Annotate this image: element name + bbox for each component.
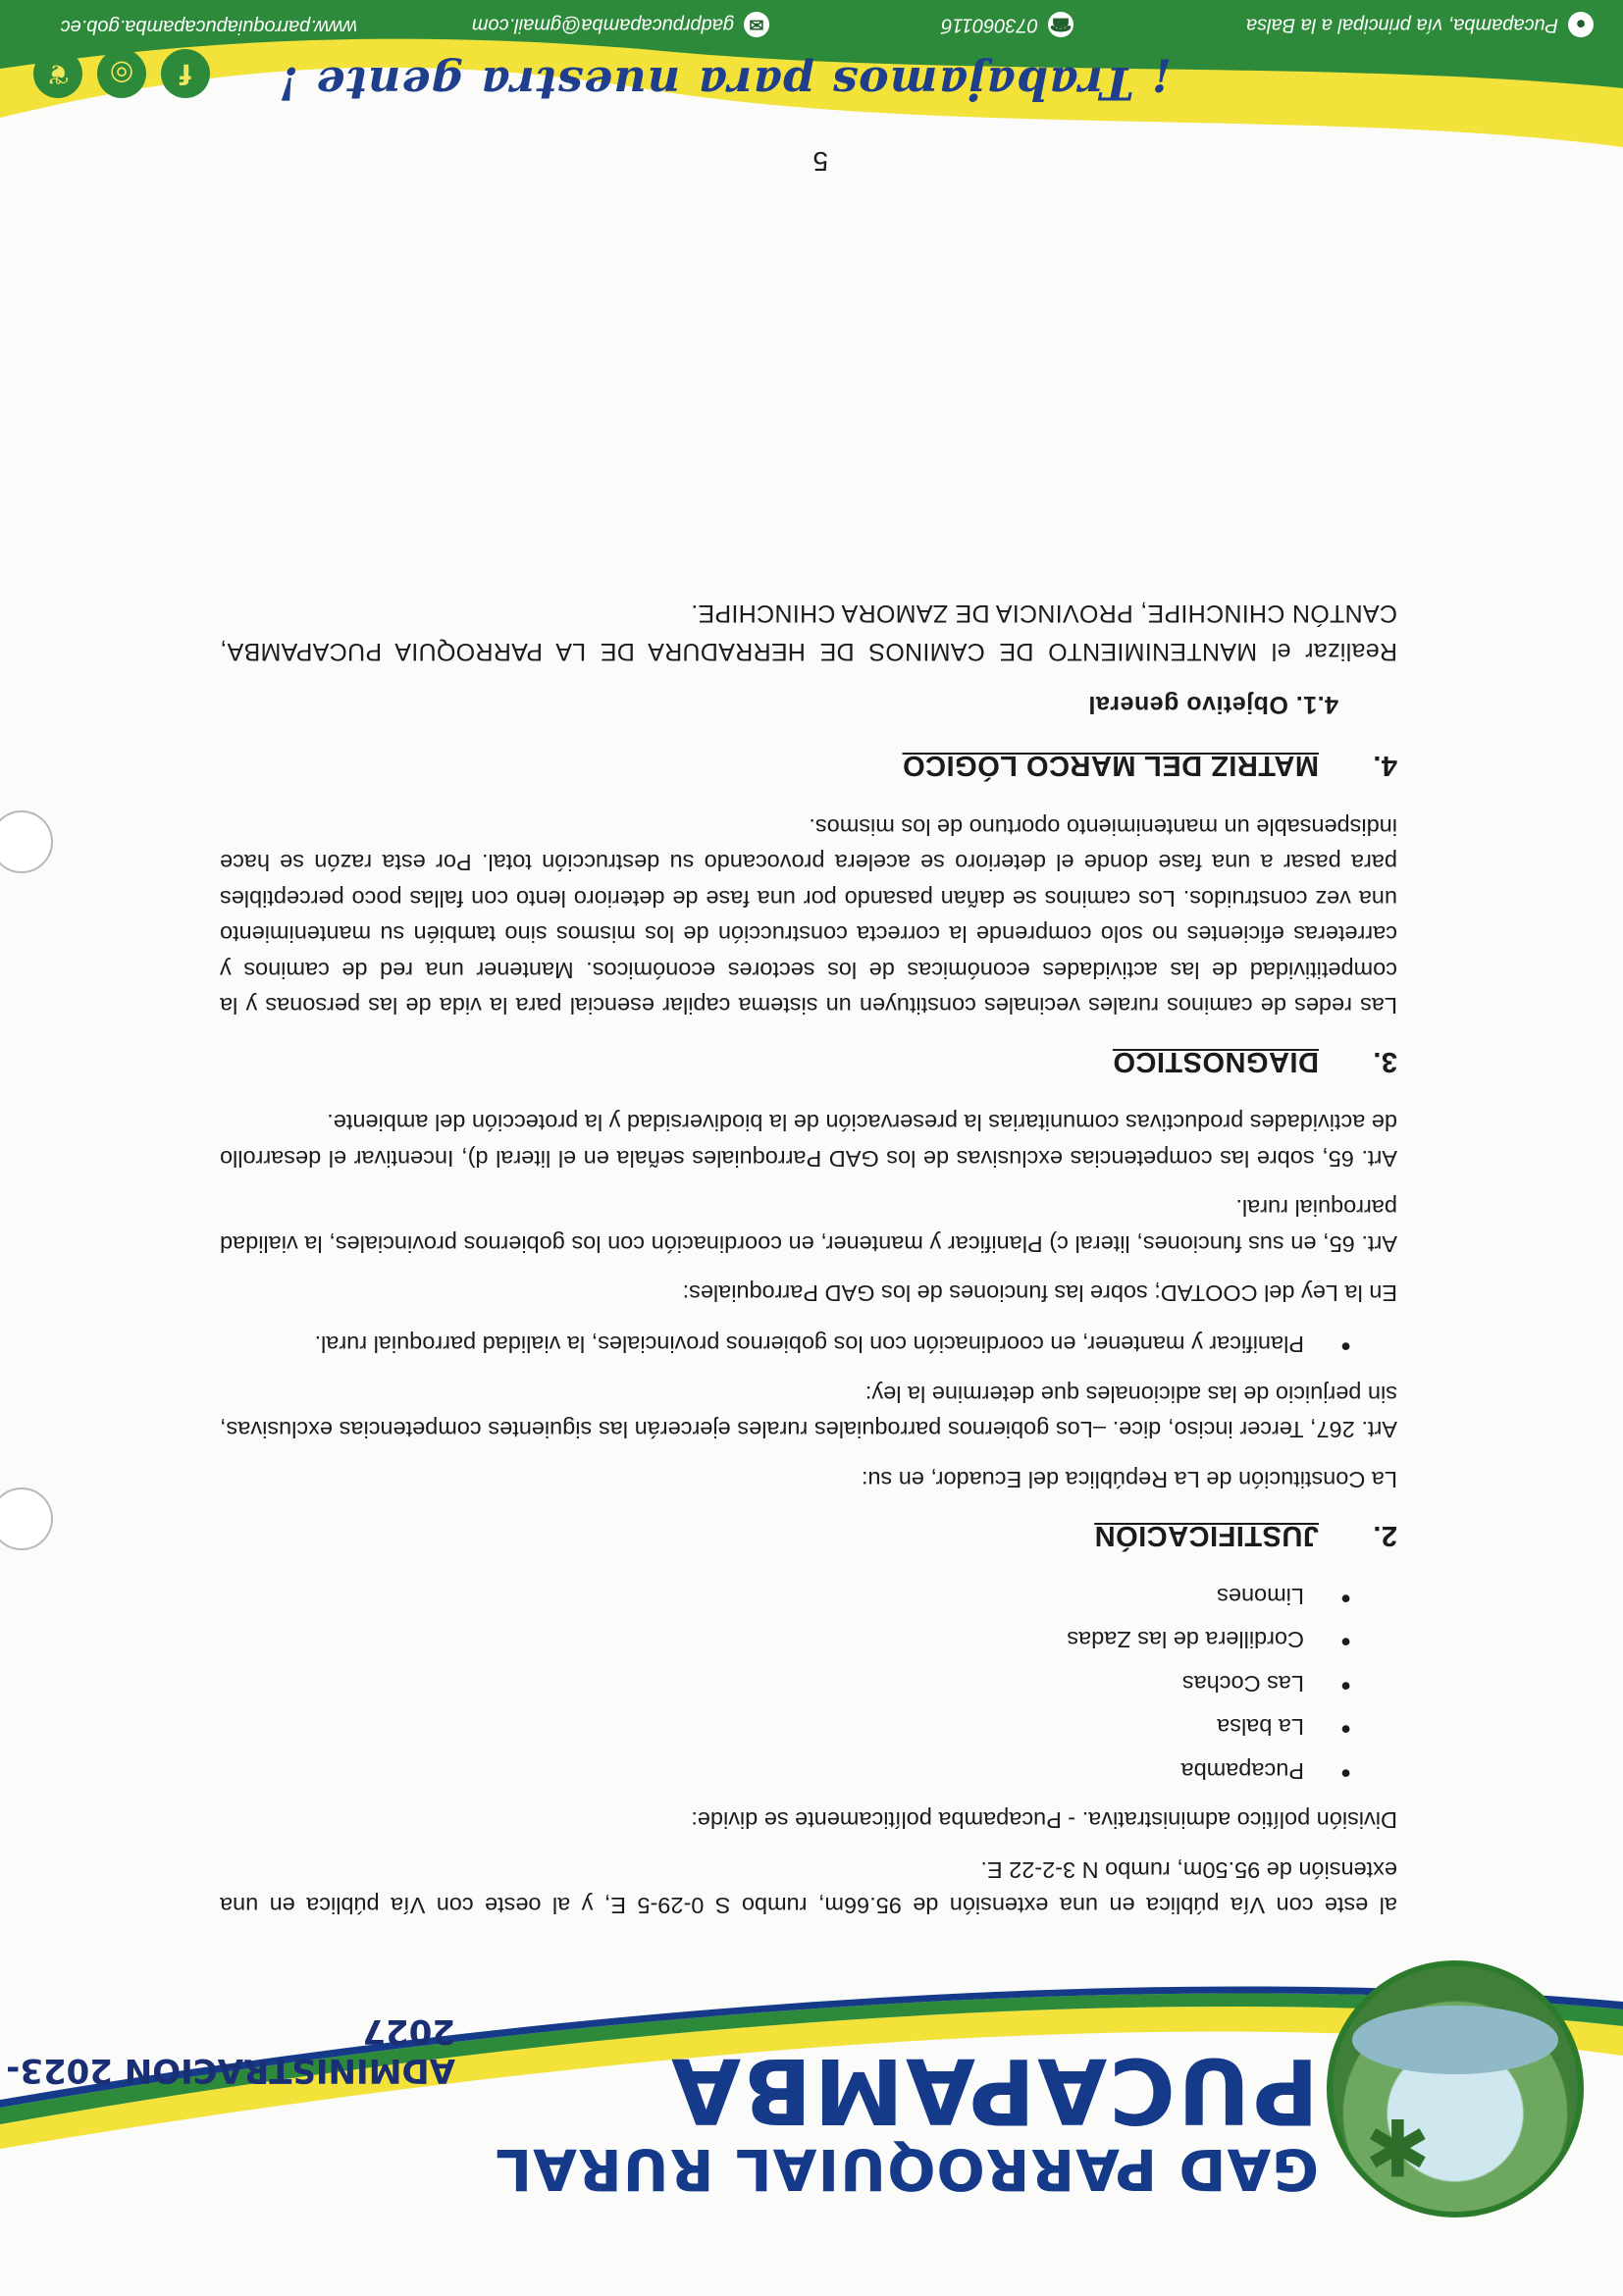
competence-list (220, 1327, 1397, 1362)
org-name-line2: PUCAPAMBA (669, 2038, 1319, 2143)
palm-tree-icon: ✱ (1364, 2101, 1431, 2192)
list-item: ● Planificar y mantener, en coordinación con los gobiernos provinciales, la vialidad parroquial rural. (220, 1327, 1304, 1362)
org-name-line1: GAD PARROQUIAL RURAL (495, 2136, 1319, 2203)
list-item: ● Pucapamba (220, 1752, 1304, 1788)
paragraph: Art. 65, sobre las competencias exclusivas de los GAD Parroquiales señala en el literal d), Incentivar el desarrollo de actividades productivas comunitarias la preservación de la biodiversidad y la protección del ambiente. (220, 1110, 1397, 1172)
organization-name (495, 2038, 1319, 2203)
slogan: ¡ Trabajamos para nuestra gente ! (278, 57, 1172, 110)
section-number: 3. (1372, 1045, 1397, 1077)
list-item: ● Cordillera de las Zadas (220, 1622, 1304, 1657)
paragraph: Art. 267, Tercer inciso, dice. –Los gobiernos parroquiales rurales ejercerán las siguientes competencias exclusivas, sin perjuicio de las adicionales que determine la ley: (220, 1381, 1397, 1443)
social-bird-icon: ❦ (33, 49, 82, 98)
subsection-heading-objetivo: 4.1. Objetivo general (1087, 691, 1338, 719)
phone-text: 07306011б (941, 14, 1038, 36)
section-title: MATRIZ DEL MARCO LÓGICO (902, 750, 1319, 782)
section-number: 4. (1372, 750, 1397, 782)
parish-logo (1327, 1960, 1584, 2218)
section-heading-matriz (220, 743, 1397, 787)
section-title: DIAGNOSTICO (1112, 1045, 1319, 1077)
paragraph: La Constitución de La República del Ecuador, en su: (861, 1466, 1397, 1492)
list-item: ● Limones (220, 1579, 1304, 1614)
paragraph: Art. 65, en sus funciones, literal c) Planificar y mantener, en coordinación con los gobiernos provinciales, la vialidad parroquial rural. (220, 1195, 1397, 1257)
website-text: www.parroquiapucapamba.gob.ec (60, 16, 357, 37)
binder-hole (0, 1487, 53, 1550)
instagram-icon: ◎ (97, 49, 146, 98)
facebook-icon: f (161, 49, 210, 98)
section-title: JUSTIFICACIÓN (1094, 1519, 1319, 1551)
phone-icon: ☎ (1048, 12, 1073, 37)
division-intro: División político administrativa. - Pucapamba políticamente se divide: (691, 1807, 1397, 1834)
section-heading-justificacion (220, 1513, 1397, 1557)
lake-graphic (1352, 2006, 1558, 2074)
contact-bar (0, 0, 1623, 49)
binder-hole (0, 810, 53, 873)
objective-text: Realizar el MANTENIMIENTO DE CAMINOS DE HERRADURA DE LA PARROQUIA PUCAPAMBA, CANTÓN CHINCHIPE, PROVINCIA DE ZAMORA CHINCHIPE. (220, 599, 1397, 665)
email-contact (472, 12, 769, 37)
envelope-icon: ✉ (744, 12, 769, 37)
document-body (220, 580, 1397, 1923)
administration-period: ADMINISTRACION 2023-2027 (6, 2011, 455, 2090)
letterhead-footer (0, 0, 1623, 147)
section-heading-diagnostico (220, 1039, 1397, 1083)
list-item: ● Las Cochas (220, 1665, 1304, 1700)
address-contact (1246, 12, 1594, 37)
location-pin-icon: ● (1568, 12, 1594, 37)
address-text: Pucapamba, vía principal a la Balsa (1246, 14, 1558, 36)
division-list (220, 1579, 1397, 1789)
paragraph: Las redes de caminos rurales vecinales constituyen un sistema capilar esencial para la vida de las personas y la competitividad de las actividades económicas de los sectores económicos. Mantener una red de caminos y carreteras eficientes no solo comprende la correcta construcción de los mismos sino también su mantenimiento una vez construidos. Los caminos se dañan pasando por una fase de deterioro lento con fallas poco perceptibles para pasar a una fase donde el deterioro se acelera provocando su destrucción total. Por esta razón se hace indispensable un mantenimiento oportuno de los mismos. (220, 813, 1397, 1018)
section-number: 2. (1372, 1519, 1397, 1551)
page-number: 5 (812, 146, 828, 177)
phone-contact (941, 12, 1073, 37)
letterhead-header (0, 1972, 1623, 2296)
email-text: gadprpucapamba@gmail.com (471, 14, 734, 36)
location-paragraph: al este con Vía pública en una extensión de 95.66m, rumbo S 0-29-5 E, y al oeste con Vía pública en una extensión de 95.50m, rumbo N 3-2-22 E. (220, 1856, 1397, 1918)
web-contact (61, 15, 357, 37)
list-item: ● La balsa (220, 1709, 1304, 1745)
paragraph: En la Ley del COOTAD; sobre las funciones de los GAD Parroquiales: (682, 1280, 1397, 1306)
